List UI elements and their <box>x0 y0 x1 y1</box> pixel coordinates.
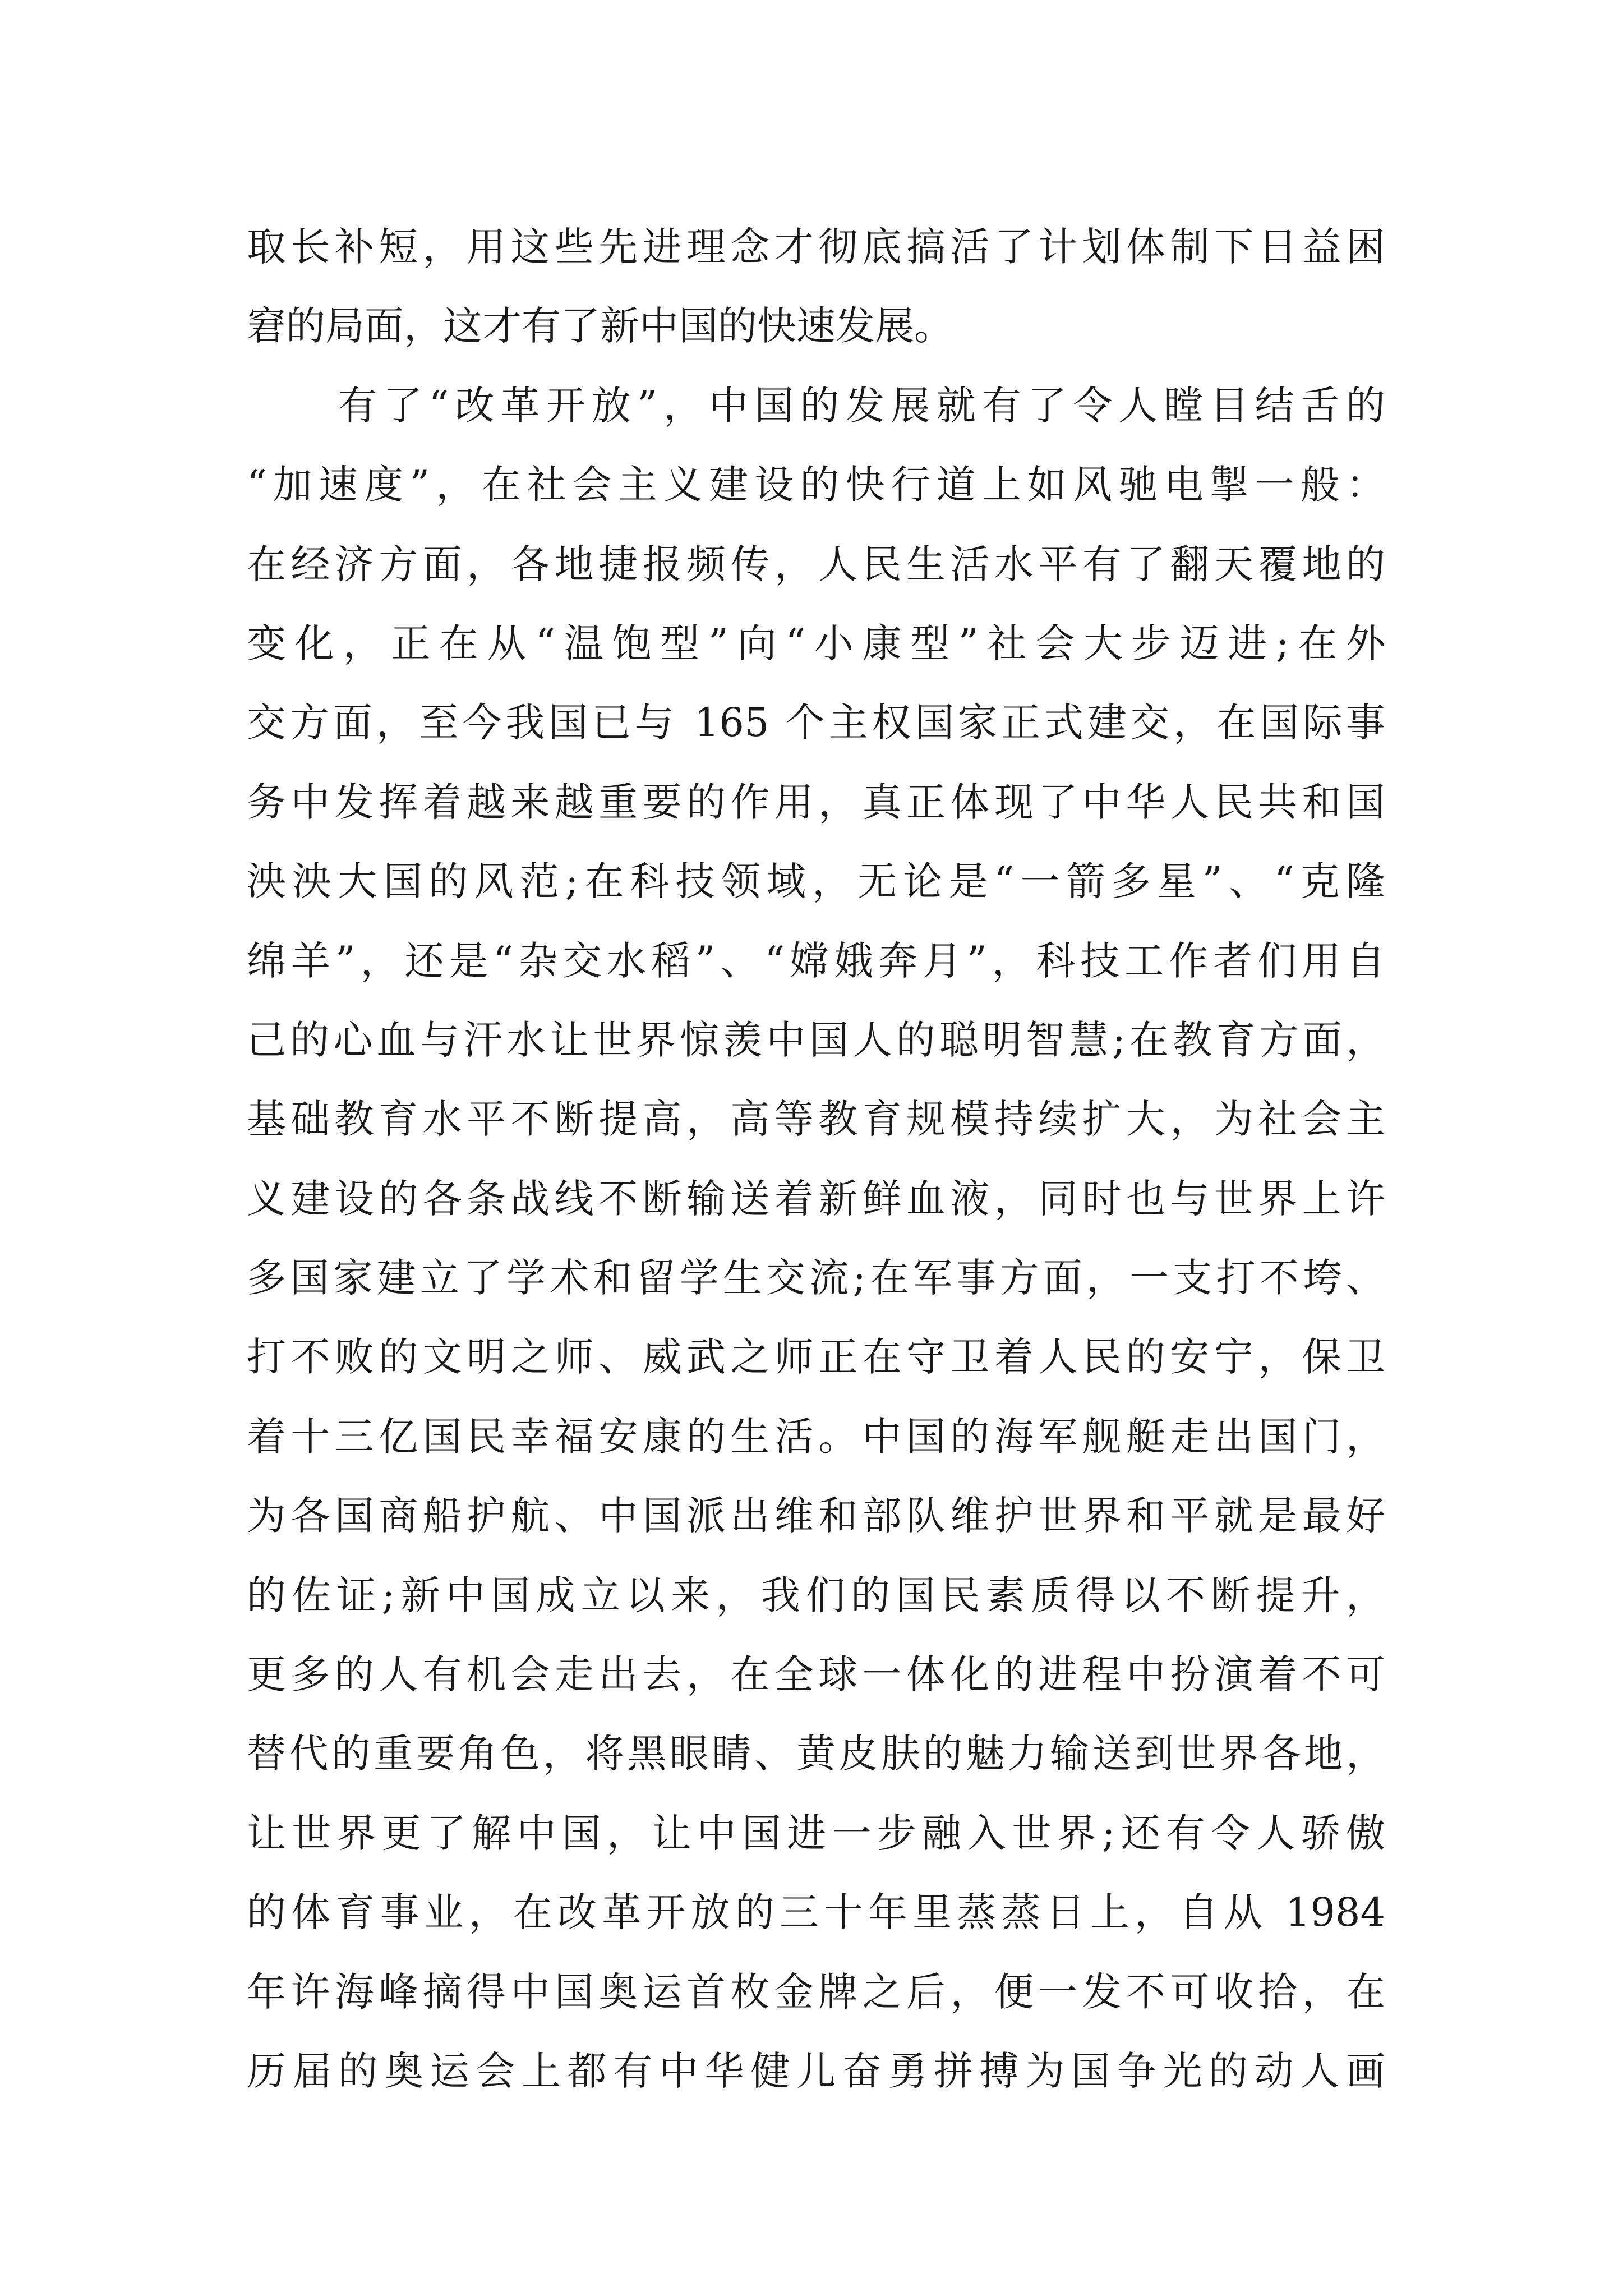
text-line: 的佐证;新中国成立以来，我们的国民素质得以不断提升， <box>247 1572 1385 1618</box>
text-line: 历届的奥运会上都有中华健儿奋勇拼搏为国争光的动人画 <box>247 2047 1385 2094</box>
text-line: 务中发挥着越来越重要的作用，真正体现了中华人民共和国 <box>247 779 1385 825</box>
paragraph-first-line: 有了“改革开放”，中国的发展就有了令人瞠目结舌的 <box>247 382 1385 429</box>
text-line: 在经济方面，各地捷报频传，人民生活水平有了翻天覆地的 <box>247 541 1385 587</box>
text-line: “加速度”，在社会主义建设的快行道上如风驰电掣一般： <box>247 462 1385 508</box>
text-line: 更多的人有机会走出去，在全球一体化的进程中扮演着不可 <box>247 1651 1385 1698</box>
text-line: 泱泱大国的风范;在科技领域，无论是“一箭多星”、“克隆 <box>247 858 1385 905</box>
text-line: 取长补短，用这些先进理念才彻底搞活了计划体制下日益困 <box>247 224 1385 270</box>
text-line: 绵羊”，还是“杂交水稻”、“嫦娥奔月”，科技工作者们用自 <box>247 937 1385 984</box>
text-line: 义建设的各条战线不断输送着新鲜血液，同时也与世界上许 <box>247 1175 1385 1222</box>
body-text <box>247 208 1385 2111</box>
text-line: 打不败的文明之师、威武之师正在守卫着人民的安宁，保卫 <box>247 1334 1385 1381</box>
text-line: 己的心血与汗水让世界惊羡中国人的聪明智慧;在教育方面， <box>247 1016 1385 1063</box>
text-line: 多国家建立了学术和留学生交流;在军事方面，一支打不垮、 <box>247 1255 1385 1301</box>
text-line: 着十三亿国民幸福安康的生活。中国的海军舰艇走出国门， <box>247 1413 1385 1460</box>
text-line: 变化，正在从“温饱型”向“小康型”社会大步迈进;在外 <box>247 620 1385 666</box>
text-line: 年许海峰摘得中国奥运首枚金牌之后，便一发不可收拾，在 <box>247 1968 1385 2015</box>
text-line: 替代的重要角色，将黑眼睛、黄皮肤的魅力输送到世界各地， <box>247 1731 1385 1777</box>
text-line: 窘的局面，这才有了新中国的快速发展。 <box>247 303 953 349</box>
text-line: 的体育事业，在改革开放的三十年里蒸蒸日上，自从 1984 <box>247 1889 1385 1936</box>
text-line: 交方面，至今我国已与 165 个主权国家正式建交，在国际事 <box>247 700 1385 746</box>
text-line: 为各国商船护航、中国派出维和部队维护世界和平就是最好 <box>247 1493 1385 1539</box>
text-line: 让世界更了解中国，让中国进一步融入世界;还有令人骄傲 <box>247 1810 1385 1856</box>
text-line: 基础教育水平不断提高，高等教育规模持续扩大，为社会主 <box>247 1096 1385 1143</box>
